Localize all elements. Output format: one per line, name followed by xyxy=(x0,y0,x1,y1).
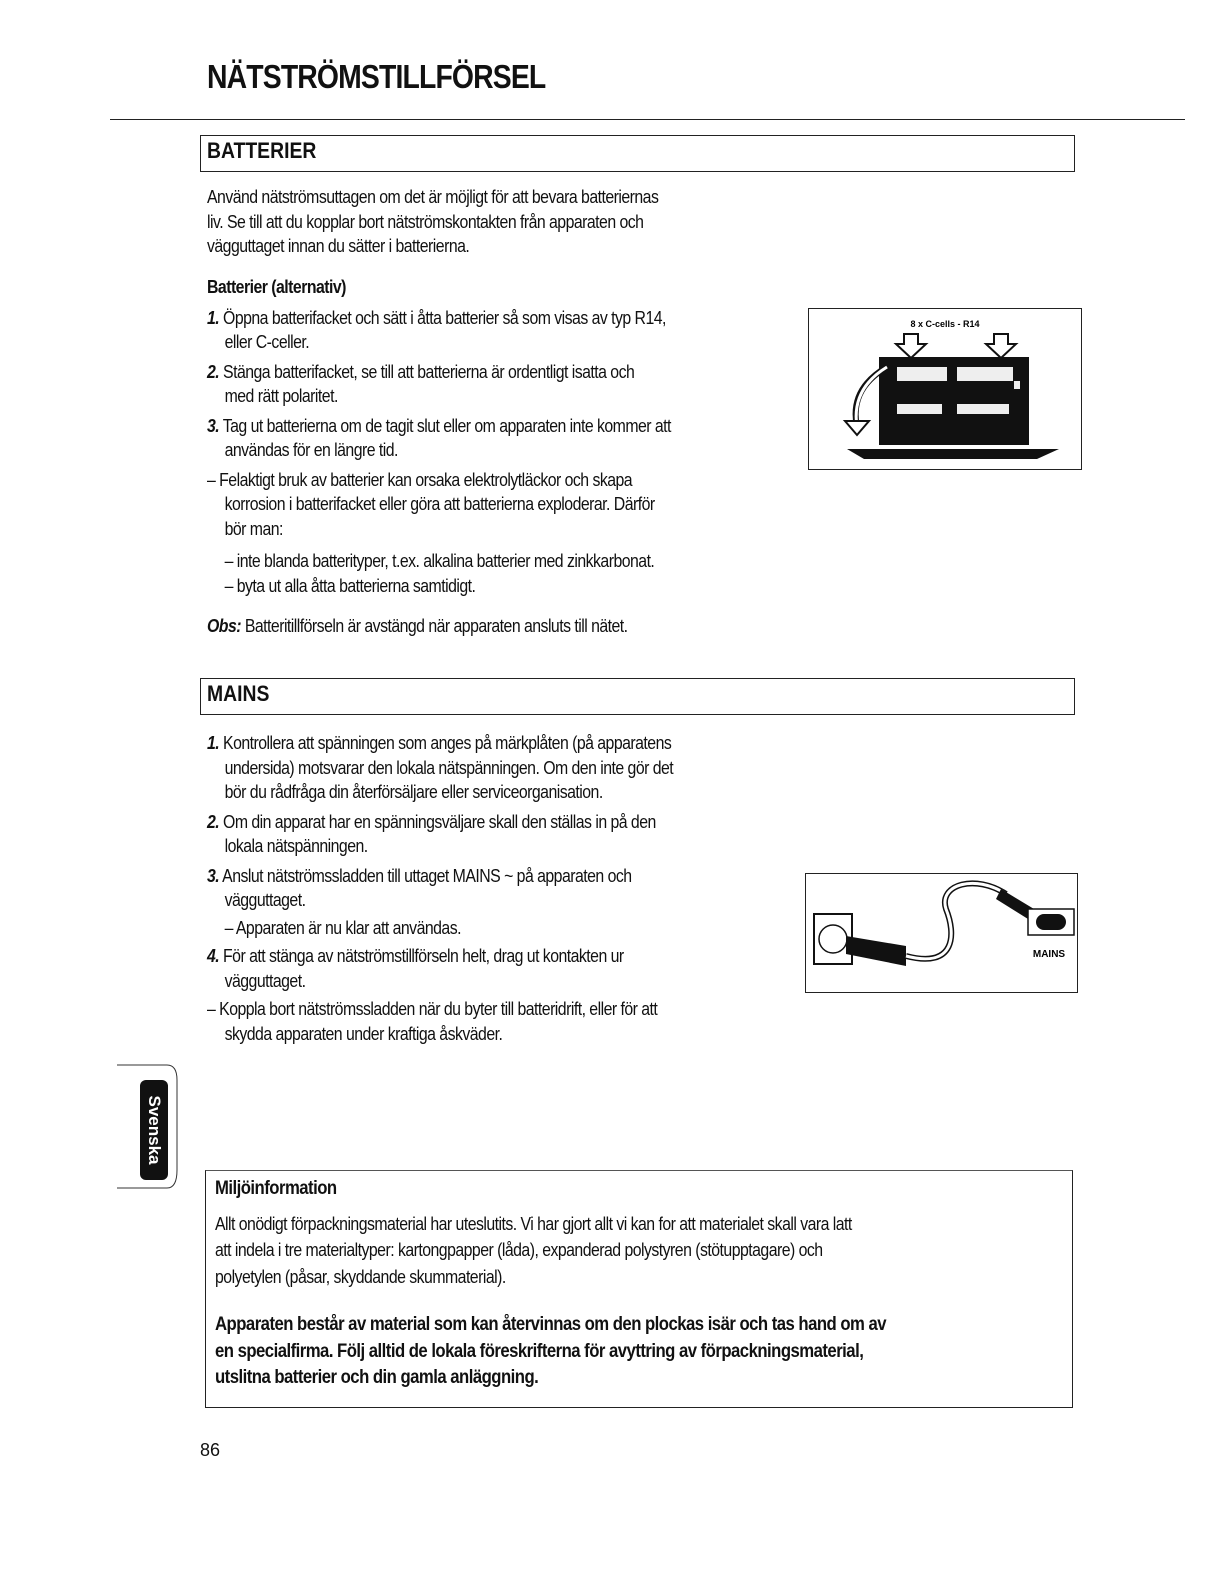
step-number: 4. xyxy=(207,946,220,966)
bold-line: Apparaten består av material som kan återvinnas om den plockas isär och tas hand om av xyxy=(215,1314,887,1335)
language-tab-label: Svenska xyxy=(145,1095,164,1165)
step-text: vägguttaget. xyxy=(224,970,306,991)
batterier-steps xyxy=(207,275,734,639)
text-line: att indela i tre materialtyper: kartongpapper (låda), expanderad polystyren (stötupptagare) och xyxy=(215,1240,823,1260)
mains-figure xyxy=(805,873,1078,993)
box-heading: Miljöinformation xyxy=(215,1178,337,1199)
step-text: Tag ut batterierna om de tagit slut eller om apparaten inte kommer att xyxy=(222,415,671,436)
step-text: bör du rådfråga din återförsäljare eller serviceorganisation. xyxy=(224,782,603,802)
text-line: Allt onödigt förpackningsmaterial har uteslutits. Vi har gjort allt vi kan for att materialet skall vara latt xyxy=(215,1213,852,1234)
page-number: 86 xyxy=(200,1440,221,1460)
step-text: – Apparaten är nu klar att användas. xyxy=(224,917,461,938)
step-text: eller C-celler. xyxy=(224,332,310,352)
bold-line: utslitna batterier och din gamla anläggning. xyxy=(215,1367,539,1388)
obs-text: Batteritillförseln är avstängd när apparaten ansluts till nätet. xyxy=(240,616,628,636)
page-title: NÄTSTRÖMSTILLFÖRSEL xyxy=(207,58,546,95)
step-text: Öppna batterifacket och sätt i åtta batterier så som visas av typ R14, xyxy=(223,307,666,328)
bold-line: en specialfirma. Följ alltid de lokala föreskrifterna för avyttring av förpackningsmaterial, xyxy=(215,1340,864,1362)
obs-note xyxy=(207,614,671,639)
figure-label: MAINS xyxy=(1032,949,1066,960)
sub-item: – byta ut alla åtta batterierna samtidigt. xyxy=(224,575,476,596)
obs-label: Obs: xyxy=(207,616,241,636)
tab-outline xyxy=(112,1060,182,1192)
step-text: vägguttaget. xyxy=(224,890,306,910)
step-3 xyxy=(207,864,673,889)
note-text: – Koppla bort nätströmssladden när du byter till batteridrift, eller för att xyxy=(207,999,658,1019)
step-3 xyxy=(207,414,671,439)
note-text: skydda apparaten under kraftiga åskväder. xyxy=(224,1023,503,1044)
text-line: Använd nätströmsuttagen om det är möjligt för att bevara batteriernas xyxy=(207,187,659,207)
figure-label: 8 x C-cells - R14 xyxy=(910,319,980,329)
step-number: 2. xyxy=(207,361,220,382)
step-text: Stänga batterifacket, se till att batterierna är ordentligt isatta och xyxy=(223,361,635,382)
step-number: 3. xyxy=(207,865,220,886)
step-text: Anslut nätströmssladden till uttaget MAINS ~ på apparaten och xyxy=(222,865,632,886)
step-text: Om din apparat har en spänningsväljare skall den ställas in på den xyxy=(223,811,656,832)
step-text: Kontrollera att spänningen som anges på märkplåten (på apparatens xyxy=(223,733,672,753)
divider xyxy=(110,119,1185,120)
mains-steps xyxy=(207,731,737,1046)
step-text: undersida) motsvarar den lokala nätspänningen. Om den inte gör det xyxy=(224,757,674,778)
subheading: Batterier (alternativ) xyxy=(207,277,346,297)
step-number: 1. xyxy=(207,733,220,753)
warning-text: korrosion i batterifacket eller göra att batterierna exploderar. Därför xyxy=(224,494,655,514)
battery-figure xyxy=(808,308,1082,470)
step-number: 3. xyxy=(207,415,220,436)
step-2 xyxy=(207,810,673,835)
batterier-intro xyxy=(207,185,720,259)
section-heading: BATTERIER xyxy=(207,138,317,163)
step-2 xyxy=(207,360,671,385)
step-number: 1. xyxy=(207,307,220,328)
text-line: vägguttaget innan du sätter i batterierna. xyxy=(207,236,470,256)
step-number: 2. xyxy=(207,811,220,832)
warning-text: bör man: xyxy=(224,518,283,539)
text-line: polyetylen (påsar, skyddande skummaterial). xyxy=(215,1266,506,1287)
step-text: användas för en längre tid. xyxy=(224,440,398,460)
environment-info-box xyxy=(205,1170,1073,1408)
text-line: liv. Se till att du kopplar bort nätströmskontakten från apparaten och xyxy=(207,211,644,232)
sub-item: – inte blanda batterityper, t.ex. alkalina batterier med zinkkarbonat. xyxy=(224,551,655,571)
section-header-mains xyxy=(200,678,1075,715)
section-header-batterier xyxy=(200,135,1075,172)
warning-text: – Felaktigt bruk av batterier kan orsaka elektrolytläckor och skapa xyxy=(207,469,633,490)
section-heading: MAINS xyxy=(207,681,270,706)
step-4 xyxy=(207,944,673,969)
step-1 xyxy=(207,731,673,756)
step-1 xyxy=(207,306,671,331)
step-text: med rätt polaritet. xyxy=(224,386,338,406)
step-text: lokala nätspänningen. xyxy=(224,836,368,856)
step-text: För att stänga av nätströmstillförseln helt, drag ut kontakten ur xyxy=(223,946,624,966)
